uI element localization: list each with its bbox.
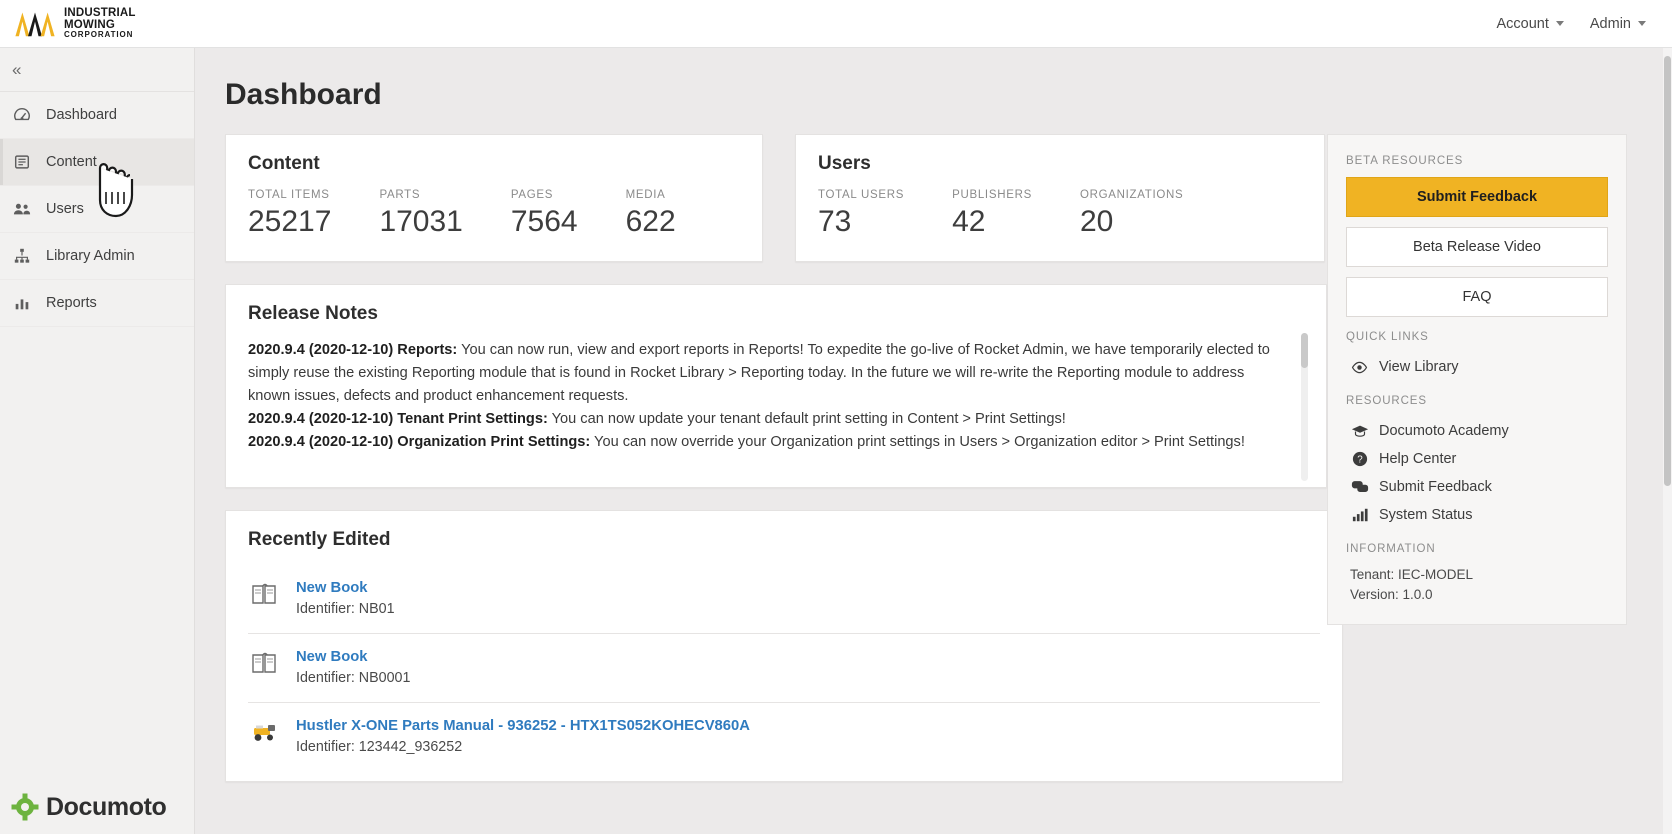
list-item[interactable] (248, 634, 1320, 703)
svg-text:?: ? (1356, 454, 1363, 466)
stat-value: 17031 (379, 205, 463, 238)
stat-label: TOTAL USERS (818, 189, 905, 201)
double-chevron-left-icon: « (12, 59, 22, 79)
page-scrollbar-thumb[interactable] (1664, 56, 1671, 486)
stat-label: PAGES (510, 189, 554, 201)
stat-value: 73 (818, 205, 852, 238)
submit-feedback-button[interactable]: Submit Feedback (1346, 177, 1608, 217)
speedometer-icon (12, 106, 32, 124)
resource-label: System Status (1379, 507, 1473, 523)
stat-media (626, 189, 676, 239)
stat-label: PARTS (379, 189, 421, 201)
list-item[interactable] (248, 565, 1320, 634)
stat-parts (379, 189, 462, 239)
chevron-down-icon (1556, 21, 1564, 26)
content-stats (248, 189, 740, 239)
list-item-title-link[interactable]: New Book (296, 649, 368, 665)
chevron-down-icon (1638, 21, 1646, 26)
content-stats-card (225, 134, 763, 262)
quick-link-view-library[interactable] (1346, 353, 1608, 381)
comments-icon (1350, 480, 1369, 494)
sidebar-item-users[interactable] (0, 186, 194, 233)
users-stats (818, 189, 1302, 239)
beta-release-video-button[interactable]: Beta Release Video (1346, 227, 1608, 267)
release-note-text: You can now update your tenant default print setting in Content > Print Settings! (547, 410, 1066, 427)
stat-label: PUBLISHERS (952, 189, 1032, 201)
sidebar (0, 48, 195, 834)
eye-icon (1350, 361, 1369, 374)
book-icon (248, 648, 282, 678)
people-icon (12, 200, 32, 218)
beta-resources-label: BETA RESOURCES (1346, 155, 1464, 167)
topnav-account-label: Account (1496, 15, 1549, 32)
stat-value: 25217 (248, 205, 332, 238)
release-notes-heading: Release Notes (248, 303, 378, 324)
documoto-gear-icon (10, 792, 40, 822)
brand-line-3: CORPORATION (64, 30, 134, 40)
list-item[interactable] (248, 703, 1320, 771)
brand-line-1: INDUSTRIAL (64, 7, 136, 20)
tenant-info: Tenant: IEC-MODEL (1350, 567, 1474, 582)
top-bar (0, 0, 1672, 48)
topnav-admin-label: Admin (1589, 15, 1631, 32)
book-icon (248, 579, 282, 609)
sidebar-item-content[interactable] (0, 139, 194, 186)
release-note-title: 2020.9.4 (2020-12-10) Reports: (248, 342, 458, 358)
list-item-identifier: Identifier: NB01 (296, 601, 395, 617)
users-card-heading: Users (818, 153, 871, 174)
list-item-title-link[interactable]: Hustler X-ONE Parts Manual - 936252 - HTX1TS052KOHECV860A (296, 718, 750, 734)
stat-card-row (225, 134, 1295, 262)
graduation-cap-icon (1350, 424, 1369, 438)
release-note-title: 2020.9.4 (2020-12-10) Organization Print Settings: (248, 433, 591, 450)
book-icon (12, 153, 32, 171)
brand-logo[interactable] (0, 7, 136, 40)
stat-label: MEDIA (625, 189, 666, 201)
main-content (195, 48, 1672, 834)
stat-publishers (952, 189, 1032, 239)
sidebar-item-dashboard[interactable] (0, 92, 194, 139)
release-note-text: You can now override your Organization print settings in Users > Organization editor > Print Settings! (590, 433, 1245, 450)
resource-help-center[interactable] (1346, 445, 1608, 473)
mower-icon (248, 717, 282, 747)
sidebar-item-label: Users (46, 201, 84, 217)
list-item-title-link[interactable]: New Book (296, 580, 368, 596)
resource-documoto-academy[interactable] (1346, 417, 1608, 445)
stat-value: 42 (952, 205, 986, 238)
release-notes-card (225, 284, 1327, 488)
resource-label: Submit Feedback (1379, 479, 1492, 495)
release-notes-body (248, 339, 1283, 488)
release-note-text: You can now run, view and export reports in Reports! To expedite the go-live of Rocket Admin, we have temporarily elected to simply reuse the existing Reporting module that is found in Rocket Library > Reporting today. In the future we will re-write the Reporting module to address known issues, defects and product enhancement requests. (248, 342, 1270, 404)
users-stats-card (795, 134, 1325, 262)
bar-chart-icon (12, 294, 32, 312)
beta-resources-panel (1327, 134, 1627, 625)
dashboard-body (195, 134, 1672, 782)
resource-submit-feedback[interactable] (1346, 473, 1608, 501)
sitemap-icon (12, 247, 32, 265)
recently-edited-heading: Recently Edited (248, 529, 391, 550)
right-column (1327, 134, 1627, 782)
stat-total-items (248, 189, 331, 239)
stat-label: ORGANIZATIONS (1079, 189, 1184, 201)
list-item-identifier: Identifier: NB0001 (296, 670, 411, 686)
resource-system-status[interactable] (1346, 501, 1608, 529)
release-note-title: 2020.9.4 (2020-12-10) Tenant Print Settings: (248, 410, 548, 427)
list-item-identifier: Identifier: 123442_936252 (296, 739, 463, 755)
topnav-account[interactable] (1496, 16, 1563, 32)
content-card-heading: Content (248, 153, 320, 174)
sidebar-collapse-button[interactable] (0, 48, 194, 92)
question-circle-icon (1350, 451, 1369, 467)
recently-edited-card (225, 510, 1343, 782)
page-title: Dashboard (225, 78, 382, 111)
stat-organizations (1080, 189, 1183, 239)
brand-line-2: MOWING (64, 19, 116, 32)
sidebar-item-label: Reports (46, 295, 97, 311)
sidebar-item-reports[interactable] (0, 280, 194, 327)
top-nav (1496, 16, 1672, 32)
stat-pages (511, 189, 578, 239)
documoto-logo-text: Documoto (46, 792, 167, 821)
quick-links-label: QUICK LINKS (1346, 331, 1429, 343)
resource-label: Documoto Academy (1379, 423, 1509, 439)
sidebar-item-label: Library Admin (46, 248, 135, 264)
stat-value: 7564 (510, 205, 578, 238)
left-column (195, 134, 1295, 782)
resources-label: RESOURCES (1346, 395, 1427, 407)
sidebar-item-label: Content (46, 154, 97, 170)
stat-label: TOTAL ITEMS (248, 189, 330, 201)
documoto-logo (10, 792, 166, 822)
signal-bars-icon (1350, 508, 1369, 522)
brand-text (64, 7, 136, 40)
resource-label: Help Center (1379, 451, 1457, 467)
sidebar-item-library-admin[interactable] (0, 233, 194, 280)
stat-total-users (818, 189, 904, 239)
sidebar-item-label: Dashboard (46, 107, 117, 123)
release-notes-scrollbar-thumb[interactable] (1301, 333, 1308, 368)
stat-value: 20 (1079, 205, 1114, 238)
stat-value: 622 (625, 205, 676, 238)
version-info: Version: 1.0.0 (1350, 587, 1433, 603)
information-label: INFORMATION (1346, 543, 1436, 555)
topnav-admin[interactable] (1590, 16, 1646, 32)
industrial-mowing-logo-icon (14, 8, 56, 38)
quick-link-label: View Library (1379, 359, 1459, 375)
faq-button[interactable]: FAQ (1346, 277, 1608, 317)
